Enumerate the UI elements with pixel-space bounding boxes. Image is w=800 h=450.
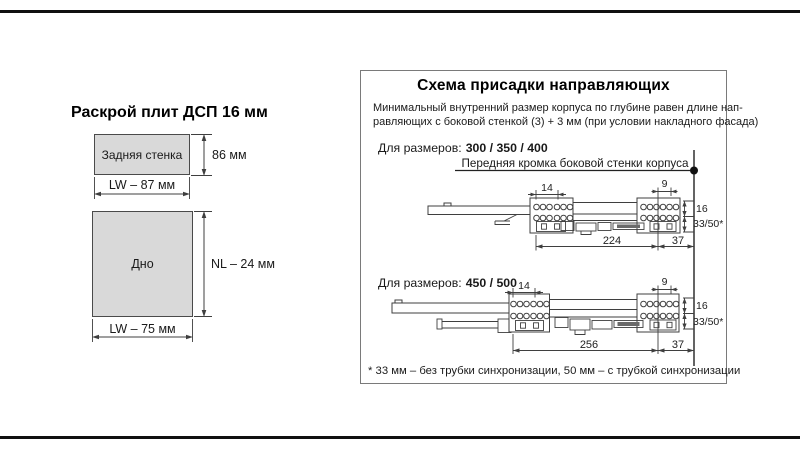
back-wall-height-dim: 86 мм [212,148,247,162]
drawing2-dim-front: 37 [671,339,685,351]
drawing1-sizes-prefix: Для размеров: [378,141,462,155]
top-rule [0,10,800,13]
drawing2-dim-hole-pitch: 14 [518,280,530,292]
drawing1-dim-front-pitch: 9 [661,178,668,190]
drawing2-dim-row-gap: 16 [696,300,708,312]
drawing2-dim-back: 256 [579,339,599,351]
bottom-rule [0,436,800,439]
bottom-panel-height-dim: NL – 24 мм [211,257,275,271]
scheme-note-line1: Минимальный внутренний размер корпуса по глубине равен длине нап- [373,102,743,114]
drawing1-dim-hole-pitch: 14 [541,182,553,194]
bottom-panel-label: Дно [131,257,154,271]
drawing2-sizes-line [378,276,517,290]
scheme-title: Схема присадки направляющих [417,77,670,94]
drawing2-dim-front-pitch: 9 [661,276,668,288]
scheme-footnote: * 33 мм – без трубки синхронизации, 50 мм – с трубкой синхронизации [368,365,741,377]
drawing2-sizes-prefix: Для размеров: [378,276,462,290]
drawing2-sizes-values: 450 / 500 [465,276,517,290]
front-edge-label: Передняя кромка боковой стенки корпуса [461,157,689,170]
drawing1-dim-depth: 33/50* [693,218,724,230]
scheme-note-line2: равляющих с боковой стенкой (3) + 3 мм (при условии накладного фасада) [373,116,759,128]
cutting-heading: Раскрой плит ДСП 16 мм [71,104,268,121]
back-wall-panel [94,134,190,175]
drawing1-dim-row-gap: 16 [696,203,708,215]
drawing1-sizes-line [378,141,548,155]
bottom-panel [92,211,193,317]
drawing1-dim-front: 37 [671,235,685,247]
back-wall-width-dim: LW – 87 мм [108,178,176,192]
drawing2-dim-depth: 33/50* [693,316,724,328]
bottom-panel-width-dim: LW – 75 мм [109,322,176,336]
drawing1-sizes-values: 300 / 350 / 400 [465,141,548,155]
drawing1-dim-back: 224 [602,235,622,247]
back-wall-label: Задняя стенка [101,147,183,162]
